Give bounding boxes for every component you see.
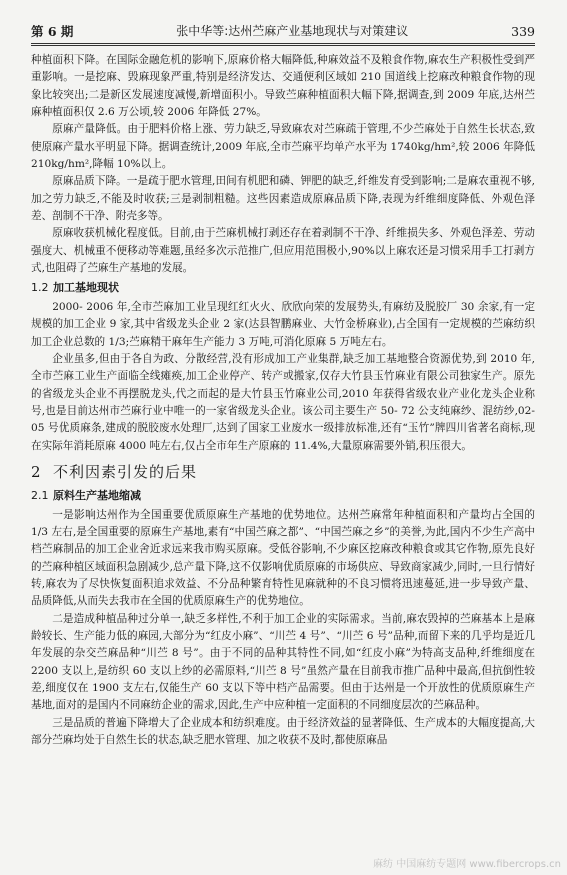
section-number: 2 xyxy=(31,462,42,481)
subsection-number: 1.2 xyxy=(31,281,49,295)
section-title: 不利因素引发的后果 xyxy=(53,462,198,481)
page-number: 339 xyxy=(511,23,535,39)
paragraph: 原麻品质下降。一是疏于肥水管理,田间有机肥和磷、钾肥的缺乏,纤维发育受到影响;二是麻农重视不够,加之劳力缺乏,不能及时收获;三是剥制粗糙。这些因素造成原麻品质下降,表现为纤维细度降低、外观色泽差、剖制不干净、附壳多等。 xyxy=(31,175,535,223)
watermark: 麻纺 中国麻纺专题网 www.fibercrops.cn xyxy=(373,858,561,870)
subsection-number: 2.1 xyxy=(31,489,49,503)
subsection-title: 加工基地现状 xyxy=(53,281,119,295)
paragraph: 原麻收获机械化程度低。目前,由于苎麻机械打剥还存在着剥制不干净、纤维损失多、外观色泽差、劳动强度大、机械重不便移动等难题,虽经多次示范推广,但应用范围极小,90%以上麻农还是习惯采用手工打剥方式,也阻碍了苎麻生产基地的发展。 xyxy=(31,227,535,275)
subsection-title: 原料生产基地缩减 xyxy=(53,489,141,503)
subsection-heading xyxy=(31,487,535,504)
issue-number: 第 6 期 xyxy=(31,23,74,39)
paragraph: 二是造成种植品种过分单一,缺乏多样性,不利于加工企业的实际需求。当前,麻农毁掉的苎麻基本上是麻龄较长、生产能力低的麻园,大部分为“红皮小麻”、“川苎 4 号”、“川苎 6 号”品种,而留下来的几乎均是近几年发展的杂交苎麻品种“川苎 8 号”。由于不同的品种其特性不同,如“红皮小麻”为特高支品种,纤维细度在 2200 支以上,是纺织 60 支以上纱的必需原料,“川苎 8 号”虽然产量在目前我市推广品种中最高,但抗倒性较差,细度仅在 1900 支左右,仅能生产 60 支以下等中档产品需要。但由于达州是一个开放性的优质原麻生产基地,面对的是国内不同麻纺企业的需求,因此,生产中应种植一定面积的不同细度层次的苎麻品种。 xyxy=(31,612,535,712)
paragraph: 原麻产量降低。由于肥料价格上涨、劳力缺乏,导致麻农对苎麻疏于管理,不少苎麻处于自然生长状态,致使原麻产量水平明显下降。据调查统计,2009 年底,全市苎麻平均单产水平为 1740kg/hm²,较 2006 年降低 210kg/hm²,降幅 10%以上。 xyxy=(31,123,535,171)
running-title: 张中华等:达州苎麻产业基地现状与对策建议 xyxy=(176,23,409,38)
page-header xyxy=(31,20,535,40)
subsection-heading xyxy=(31,279,535,296)
paragraph: 种植面积下降。在国际金融危机的影响下,原麻价格大幅降低,种麻效益不及粮食作物,麻农生产积极性受到严重影响。一是挖麻、毁麻现象严重,特别是经济发达、交通便利区域如 210 国道线上挖麻改种粮食作物的现象比较突出;二是新区发展速度减慢,新增面积小。导致苎麻种植面积大幅下降,据调查,到 2009 年底,达州苎麻种植面积仅 2.6 万公顷,较 2006 年降低 27%。 xyxy=(31,54,535,119)
paragraph: 2000- 2006 年,全市苎麻加工业呈现红红火火、欣欣向荣的发展势头,有麻纺及脱胶厂 30 余家,有一定规模的加工企业 9 家,其中省级龙头企业 2 家(达县智鹏麻业、大竹金桥麻业),占全国有一定规模的苎麻纺织加工企业总数的 1/3;苎麻精干麻年生产能力 3 万吨,可消化原麻 5 万吨左右。 xyxy=(31,300,535,348)
section-heading xyxy=(31,464,535,481)
paragraph: 三是品质的普遍下降增大了企业成本和纺织难度。由于经济效益的显著降低、生产成本的大幅度提高,大部分苎麻均处于自然生长的状态,缺乏肥水管理、加之收获不及时,都使原麻品 xyxy=(31,716,535,747)
paragraph: 一是影响达州作为全国重要优质原麻生产基地的优势地位。达州苎麻常年种植面积和产量均占全国的 1/3 左右,是全国重要的原麻生产基地,素有“中国苎麻之都”、“中国苎麻之乡”的美誉,为此,国内不少生产高中档苎麻制品的加工企业舍近求远来我市购买原麻。受低谷影响,不少麻区挖麻改种粮食或其它作物,原先良好的苎麻种植区域面积急剧减少,总产量下降,这不仅影响优质原麻的市场供应、导致商家减少,同时,一旦行情好转,麻农为了尽快恢复面积追求效益、不分品种繁育特性见麻就种的不良习惯将迅速蔓延,进一步导致产量、品质降低,从而失去我市在全国的优质原麻生产的优势地位。 xyxy=(31,508,535,608)
paragraph: 企业虽多,但由于各自为政、分散经营,没有形成加工产业集群,缺乏加工基地整合资源优势,到 2010 年,全市苎麻工业生产面临全线瘫痪,加工企业停产、转产或搬家,仅存大竹县玉竹麻业有限公司独家生产。原先的省级龙头企业不再摆脱龙头,代之而起的是大竹县玉竹麻业公司,2010 年获得省级农业产业化龙头企业称号,也是目前达州市苎麻行业中唯一的一家省级龙头企业。该公司主要生产 50- 72 公支纯麻纱、混纺纱,02- 05 号优质麻条,建成的脱胶废水处理厂,达到了国家工业废水一级排放标准,还有“玉竹”牌四川省著名商标,现在实际年消耗原麻 4000 吨左右,仅占全市年生产原麻的 11.4%,大量原麻需要外销,积压很大。 xyxy=(31,352,535,452)
header-rule xyxy=(31,43,535,46)
